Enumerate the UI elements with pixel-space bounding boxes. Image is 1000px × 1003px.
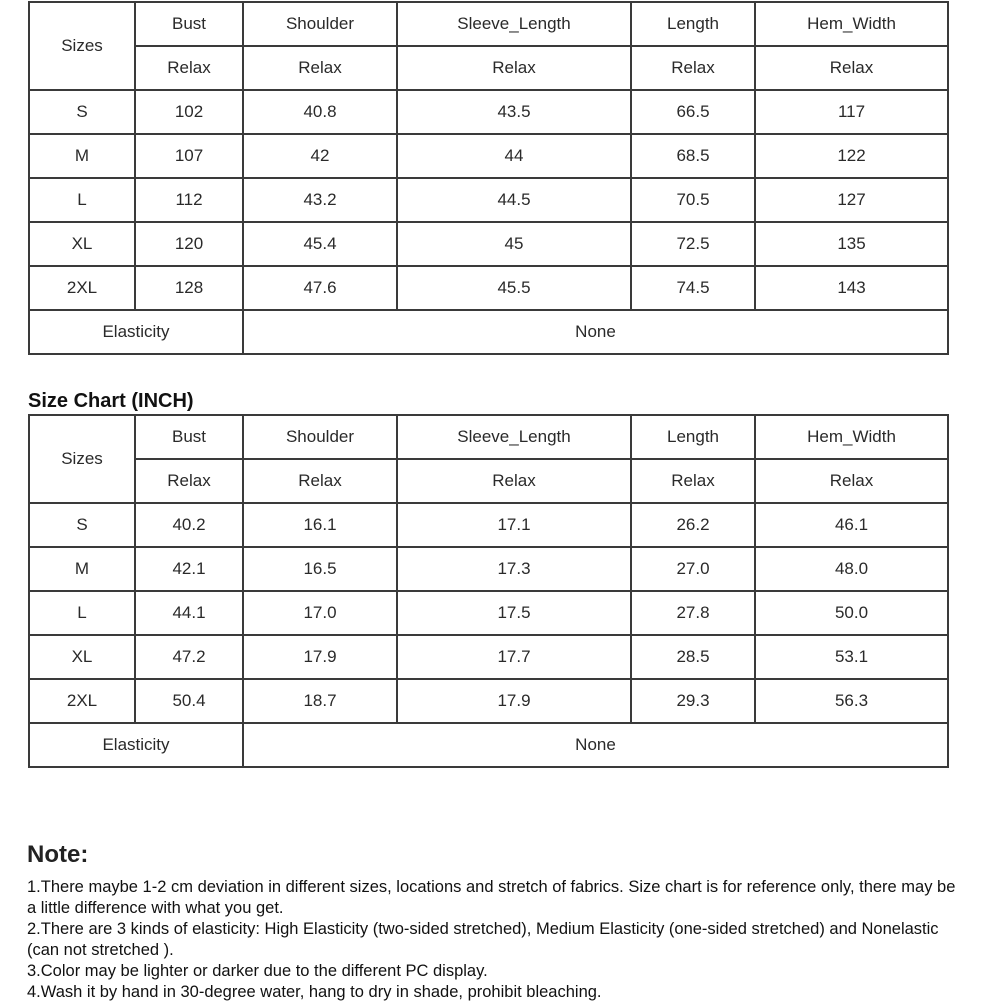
table-row: [29, 266, 948, 310]
table-row: [29, 591, 948, 635]
table-cell: 17.0: [243, 591, 397, 635]
table-row: [29, 679, 948, 723]
table-subheader-row: [29, 46, 948, 90]
table-cell: 72.5: [631, 222, 755, 266]
table-cell: 40.8: [243, 90, 397, 134]
table-cell: 70.5: [631, 178, 755, 222]
table-row: [29, 635, 948, 679]
table-cell: 46.1: [755, 503, 948, 547]
table-cell: 112: [135, 178, 243, 222]
table-cell: 107: [135, 134, 243, 178]
table-cell: 44: [397, 134, 631, 178]
table-cell: 66.5: [631, 90, 755, 134]
size-cell: L: [29, 591, 135, 635]
size-cell: M: [29, 547, 135, 591]
table-cell: 17.9: [243, 635, 397, 679]
table-subheader-row: [29, 459, 948, 503]
note-item: 1.There maybe 1-2 cm deviation in different sizes, locations and stretch of fabrics. Size chart is for reference only, there may be a little difference with what you get.: [27, 878, 956, 917]
table-cell: 50.0: [755, 591, 948, 635]
size-cell: S: [29, 90, 135, 134]
header-sleeve-length: Sleeve_Length: [397, 2, 631, 46]
table-cell: 44.5: [397, 178, 631, 222]
table-cell: 120: [135, 222, 243, 266]
header-sleeve-length: Sleeve_Length: [397, 415, 631, 459]
table-cell: 50.4: [135, 679, 243, 723]
note-title: Note:: [27, 841, 89, 868]
size-cell: XL: [29, 222, 135, 266]
size-chart-inch-table: [28, 414, 949, 768]
size-cell: S: [29, 503, 135, 547]
table-cell: 42.1: [135, 547, 243, 591]
subheader-cell: Relax: [135, 459, 243, 503]
note-item: 4.Wash it by hand in 30-degree water, hang to dry in shade, prohibit bleaching.: [27, 983, 602, 1001]
table-cell: 53.1: [755, 635, 948, 679]
table-row: [29, 547, 948, 591]
subheader-cell: Relax: [631, 46, 755, 90]
subheader-cell: Relax: [243, 46, 397, 90]
table-row: [29, 503, 948, 547]
table-row: [29, 134, 948, 178]
subheader-cell: Relax: [397, 46, 631, 90]
table-cell: 45.4: [243, 222, 397, 266]
subheader-cell: Relax: [397, 459, 631, 503]
header-sizes: Sizes: [29, 2, 135, 90]
header-length: Length: [631, 2, 755, 46]
table-cell: 127: [755, 178, 948, 222]
table-row: [29, 178, 948, 222]
size-cell: L: [29, 178, 135, 222]
elasticity-row: [29, 310, 948, 354]
note-list: [27, 877, 957, 1003]
subheader-cell: Relax: [755, 459, 948, 503]
table-cell: 48.0: [755, 547, 948, 591]
table-cell: 17.3: [397, 547, 631, 591]
table-cell: 44.1: [135, 591, 243, 635]
table-cell: 16.1: [243, 503, 397, 547]
elasticity-value: None: [243, 310, 948, 354]
elasticity-label: Elasticity: [29, 723, 243, 767]
subheader-cell: Relax: [135, 46, 243, 90]
table-cell: 135: [755, 222, 948, 266]
inch-chart-title: Size Chart (INCH): [28, 390, 194, 412]
table-cell: 17.9: [397, 679, 631, 723]
header-shoulder: Shoulder: [243, 2, 397, 46]
table-cell: 40.2: [135, 503, 243, 547]
table-cell: 47.6: [243, 266, 397, 310]
header-sizes: Sizes: [29, 415, 135, 503]
subheader-cell: Relax: [755, 46, 948, 90]
table-cell: 17.5: [397, 591, 631, 635]
table-cell: 143: [755, 266, 948, 310]
table-cell: 68.5: [631, 134, 755, 178]
size-cell: 2XL: [29, 266, 135, 310]
header-length: Length: [631, 415, 755, 459]
table-cell: 16.5: [243, 547, 397, 591]
subheader-cell: Relax: [243, 459, 397, 503]
subheader-cell: Relax: [631, 459, 755, 503]
table-cell: 43.2: [243, 178, 397, 222]
header-hem-width: Hem_Width: [755, 415, 948, 459]
table-cell: 47.2: [135, 635, 243, 679]
table-cell: 43.5: [397, 90, 631, 134]
table-row: [29, 90, 948, 134]
table-cell: 128: [135, 266, 243, 310]
table-header-row: [29, 2, 948, 46]
table-cell: 27.0: [631, 547, 755, 591]
elasticity-value: None: [243, 723, 948, 767]
table-cell: 102: [135, 90, 243, 134]
table-cell: 42: [243, 134, 397, 178]
table-cell: 122: [755, 134, 948, 178]
header-bust: Bust: [135, 2, 243, 46]
header-hem-width: Hem_Width: [755, 2, 948, 46]
note-item: 3.Color may be lighter or darker due to the different PC display.: [27, 962, 488, 980]
table-cell: 18.7: [243, 679, 397, 723]
header-bust: Bust: [135, 415, 243, 459]
table-cell: 26.2: [631, 503, 755, 547]
table-header-row: [29, 415, 948, 459]
table-cell: 56.3: [755, 679, 948, 723]
table-cell: 17.7: [397, 635, 631, 679]
table-cell: 27.8: [631, 591, 755, 635]
table-cell: 28.5: [631, 635, 755, 679]
header-shoulder: Shoulder: [243, 415, 397, 459]
table-cell: 17.1: [397, 503, 631, 547]
size-cell: 2XL: [29, 679, 135, 723]
elasticity-label: Elasticity: [29, 310, 243, 354]
table-row: [29, 222, 948, 266]
size-cell: M: [29, 134, 135, 178]
table-cell: 45.5: [397, 266, 631, 310]
note-item: 2.There are 3 kinds of elasticity: High Elasticity (two-sided stretched), Medium Elasticity (one-sided stretched) and Nonelastic (can not stretched ).: [27, 920, 939, 959]
size-chart-cm-table: [28, 1, 949, 355]
table-cell: 29.3: [631, 679, 755, 723]
size-cell: XL: [29, 635, 135, 679]
elasticity-row: [29, 723, 948, 767]
table-cell: 117: [755, 90, 948, 134]
table-cell: 74.5: [631, 266, 755, 310]
table-cell: 45: [397, 222, 631, 266]
